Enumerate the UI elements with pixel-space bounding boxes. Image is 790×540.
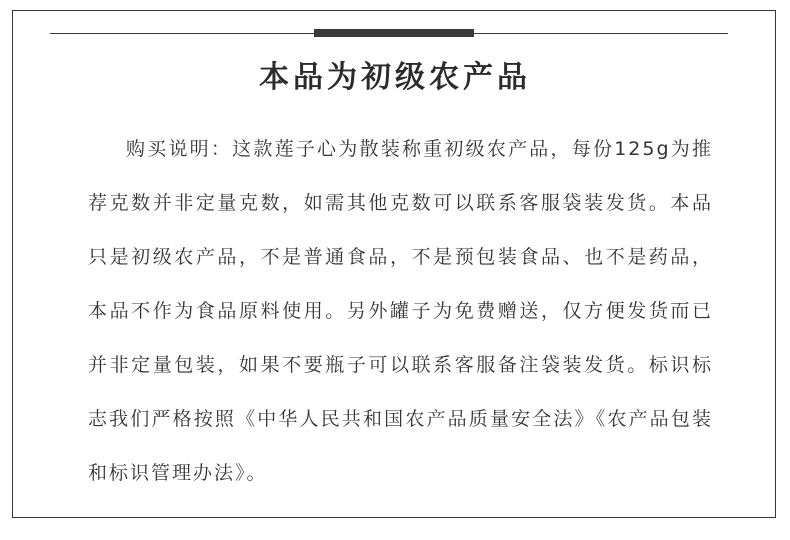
page-title: 本品为初级农产品	[259, 60, 531, 95]
purchase-notice-paragraph: 购买说明：这款莲子心为散装称重初级农产品，每份125g为推荐克数并非定量克数，如需其他克数可以联系客服袋装发货。本品只是初级农产品，不是普通食品，不是预包装食品、也不是药品，本品不作为食品原料使用。另外罐子为免费赠送，仅方便发货而已并非定量包装，如果不要瓶子可以联系客服备注袋装发货。标识标志我们严格按照《中华人民共和国农产品质量安全法》《农产品包装和标识管理办法》。	[88, 138, 713, 484]
top-divider-accent	[314, 29, 474, 37]
